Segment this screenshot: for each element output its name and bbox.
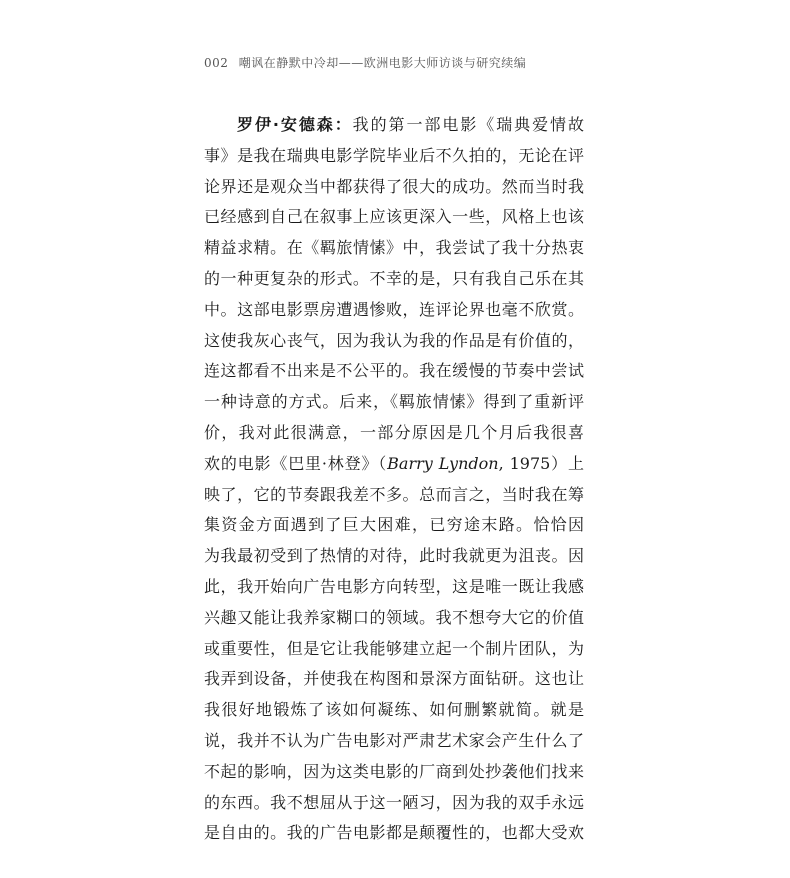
- text-line: 兴趣又能让我养家糊口的领域。我不想夸大它的价值: [204, 607, 584, 627]
- text-segment: 欢的电影《巴里·林登》（: [204, 453, 388, 473]
- running-header: [204, 54, 526, 71]
- text-line: 不起的影响，因为这类电影的厂商到处抄袭他们找来: [204, 761, 584, 781]
- text-line: 一种诗意的方式。后来，《羁旅情愫》得到了重新评: [204, 392, 584, 412]
- text-line: 精益求精。在《羁旅情愫》中，我尝试了我十分热衷: [204, 238, 584, 258]
- text-line: 或重要性，但是它让我能够建立起一个制片团队，为: [204, 638, 584, 658]
- text-line: 集资金方面遇到了巨大困难，已穷途末路。恰恰因: [204, 515, 584, 535]
- text-line: 我弄到设备，并使我在构图和景深方面钻研。这也让: [204, 669, 584, 689]
- film-year: , 1975: [498, 453, 551, 473]
- text-line: [204, 449, 584, 480]
- text-line: 我很好地锻炼了该如何凝练、如何删繁就简。就是: [204, 700, 584, 720]
- text-line: 已经感到自己在叙事上应该更深入一些，风格上也该: [204, 207, 584, 227]
- text-line: 价，我对此很满意，一部分原因是几个月后我很喜: [204, 422, 584, 442]
- text-line: 事》是我在瑞典电影学院毕业后不久拍的，无论在评: [204, 145, 584, 165]
- text-line: 为我最初受到了热情的对待，此时我就更为沮丧。因: [204, 546, 584, 566]
- text-line: 中。这部电影票房遭遇惨败，连评论界也毫不欣赏。: [204, 299, 584, 319]
- interview-paragraph: [204, 110, 584, 849]
- text-segment: ）上: [550, 453, 585, 473]
- text-line: 连这都看不出来是不公平的。我在缓慢的节奏中尝试: [204, 361, 584, 381]
- text-segment: 我的第一部电影《瑞典爱情故: [352, 115, 584, 134]
- text-line: 这使我灰心丧气，因为我认为我的作品是有价值的，: [204, 330, 584, 350]
- text-line: 是自由的。我的广告电影都是颠覆性的，也都大受欢: [204, 823, 584, 843]
- text-line: 的东西。我不想屈从于这一陋习，因为我的双手永远: [204, 792, 584, 812]
- running-title: 嘲讽在静默中冷却——欧洲电影大师访谈与研究续编: [238, 56, 527, 70]
- film-title-english: Barry Lyndon: [387, 453, 499, 473]
- speaker-name: 罗伊·安德森：: [237, 115, 353, 134]
- text-line: 映了，它的节奏跟我差不多。总而言之，当时我在筹: [204, 484, 584, 504]
- text-line: 此，我开始向广告电影方向转型，这是唯一既让我感: [204, 576, 584, 596]
- text-line: 论界还是观众当中都获得了很大的成功。然而当时我: [204, 176, 584, 196]
- page-number: 002: [204, 56, 229, 70]
- text-line: [204, 110, 584, 141]
- text-line: 说，我并不认为广告电影对严肃艺术家会产生什么了: [204, 730, 584, 750]
- text-line: 的一种更复杂的形式。不幸的是，只有我自己乐在其: [204, 268, 584, 288]
